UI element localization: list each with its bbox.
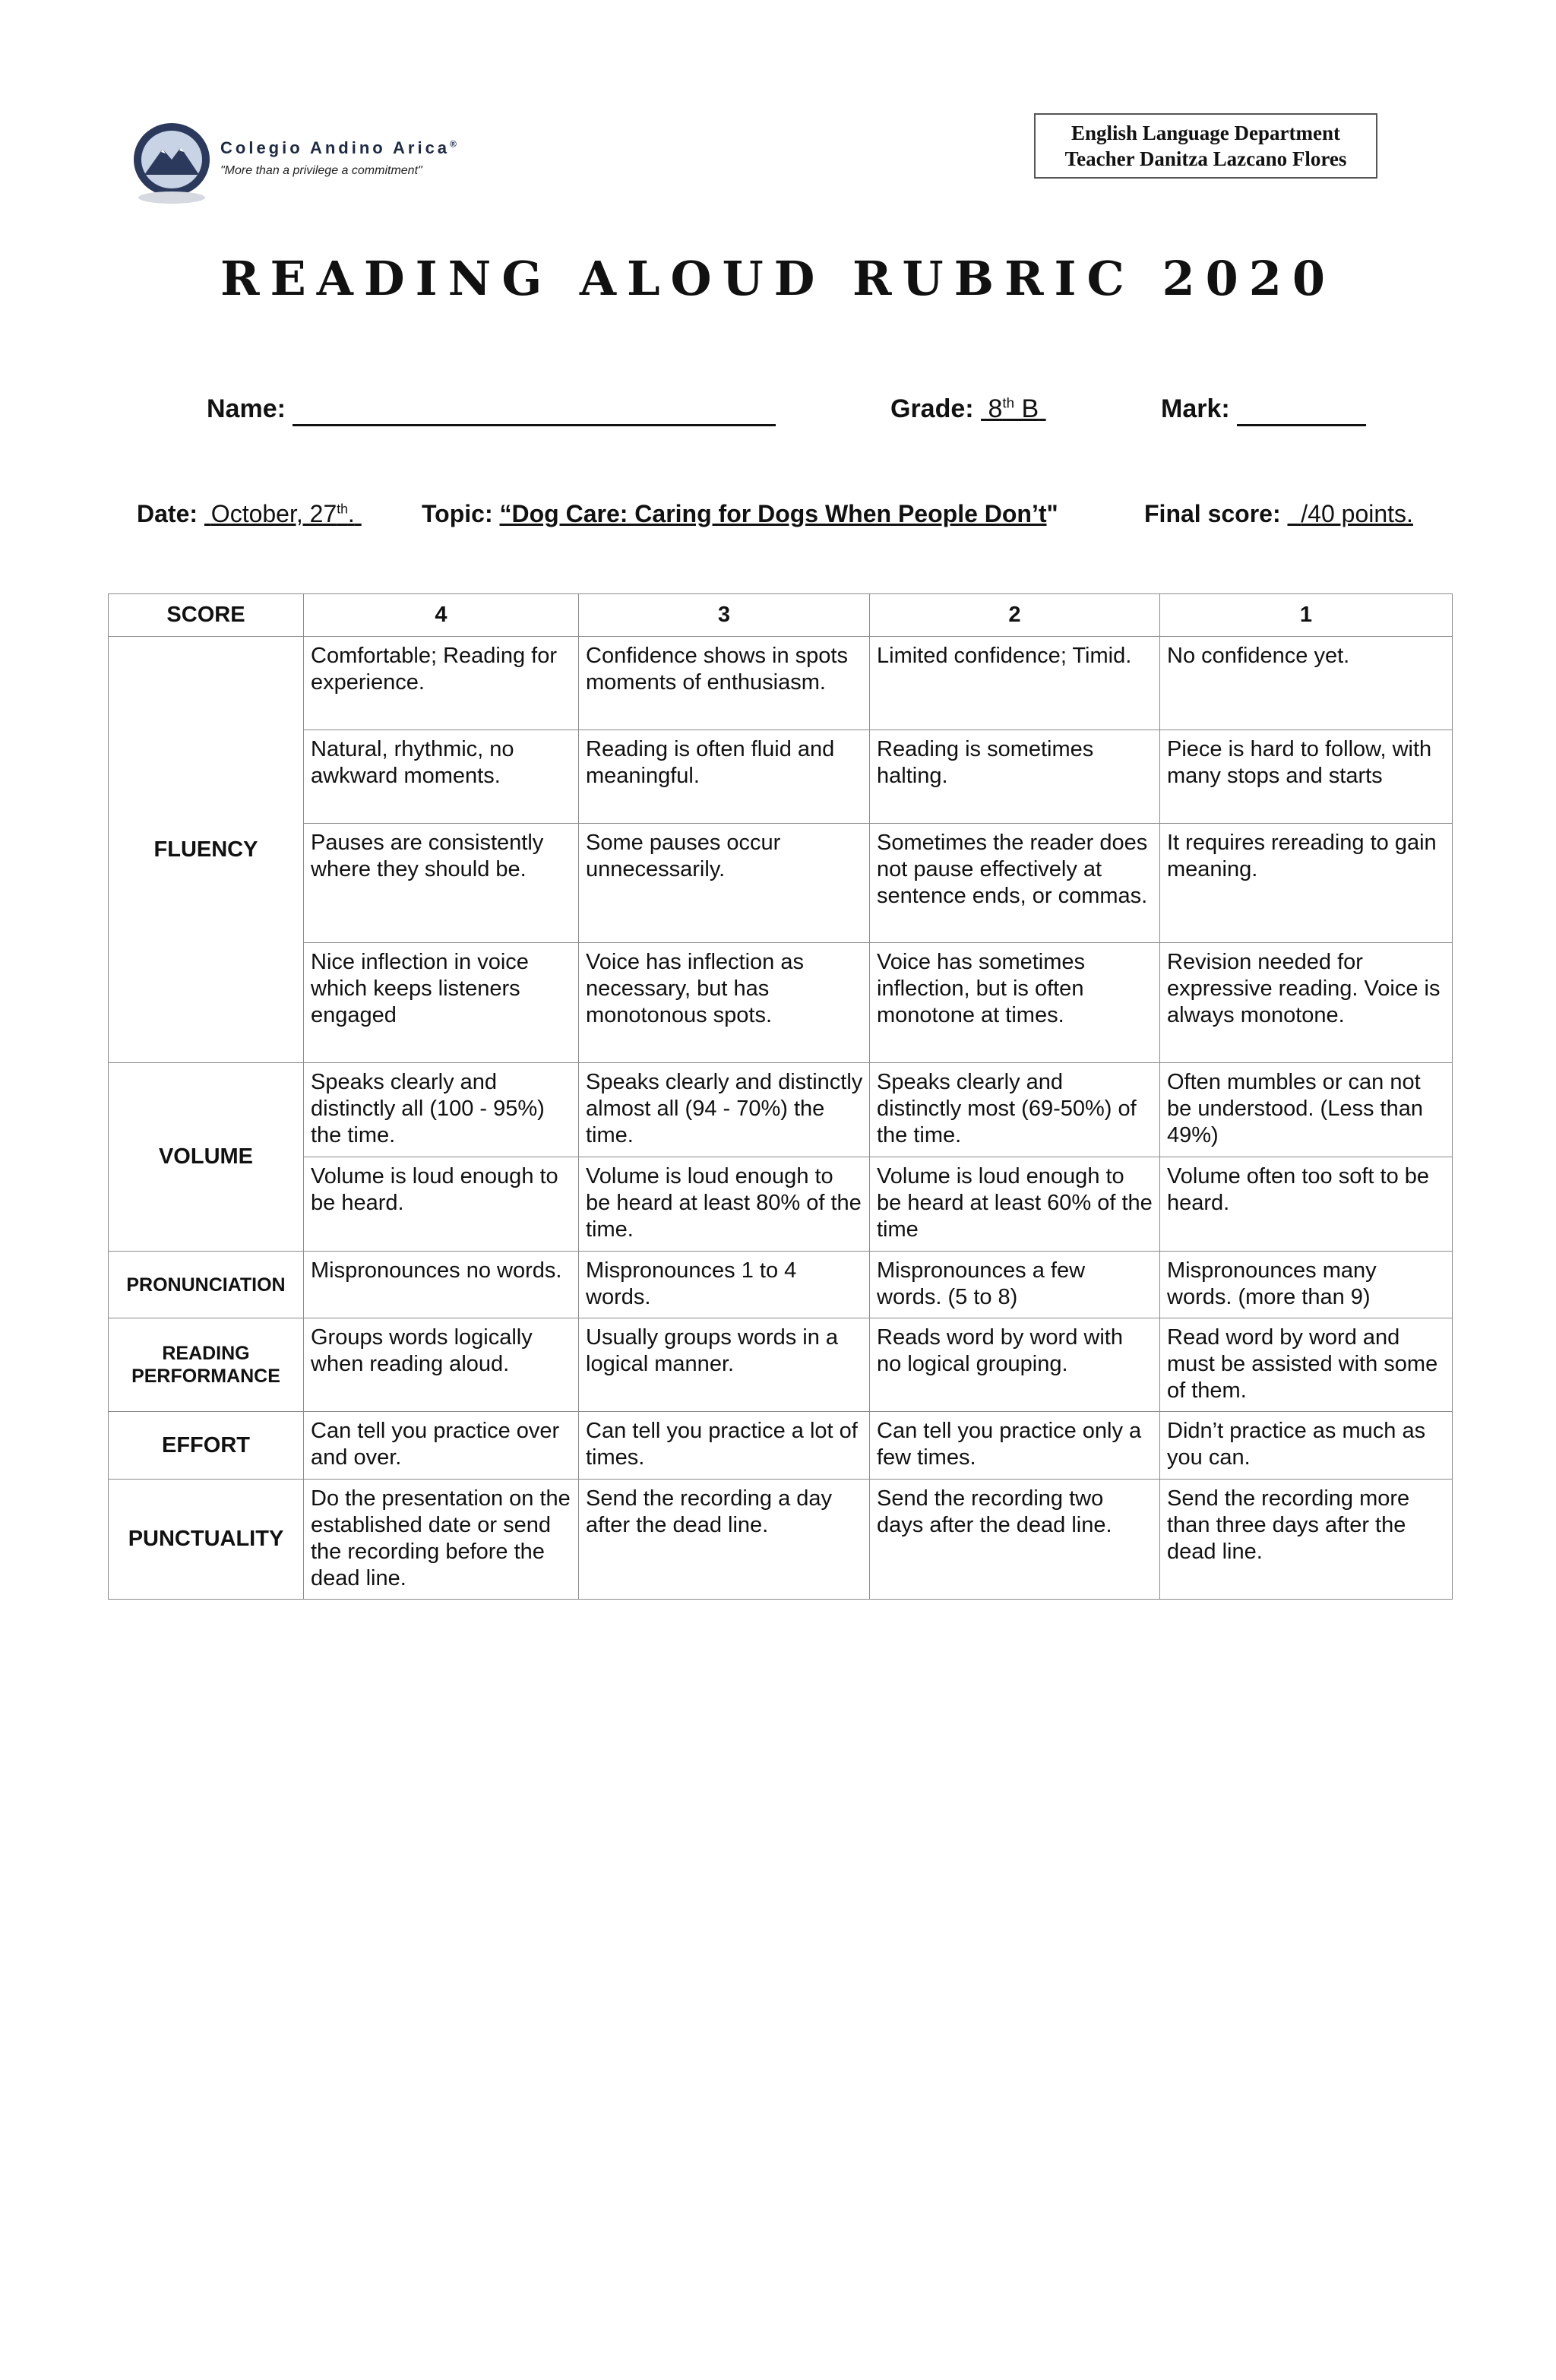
table-cell: Speaks clearly and distinctly all (100 - 95%) the time.	[304, 1063, 579, 1157]
header-2: 2	[870, 594, 1160, 637]
category-reading-performance: READING PERFORMANCE	[109, 1318, 304, 1412]
category-pronunciation: PRONUNCIATION	[109, 1252, 304, 1318]
table-cell: Can tell you practice a lot of times.	[579, 1412, 870, 1480]
table-cell: Volume often too soft to be heard.	[1160, 1157, 1453, 1252]
table-cell: Reading is often fluid and meaningful.	[579, 730, 870, 824]
category-effort: EFFORT	[109, 1412, 304, 1480]
department-box	[1034, 113, 1377, 179]
rubric-table	[108, 593, 1453, 1600]
table-row	[109, 637, 1453, 730]
school-name: Colegio Andino Arica®	[220, 138, 460, 157]
table-cell: Volume is loud enough to be heard.	[304, 1157, 579, 1252]
table-cell: Piece is hard to follow, with many stops and starts	[1160, 730, 1453, 824]
table-cell: Pauses are consistently where they should be.	[304, 824, 579, 943]
table-row	[109, 824, 1453, 943]
category-punctuality: PUNCTUALITY	[109, 1480, 304, 1600]
table-cell: It requires rereading to gain meaning.	[1160, 824, 1453, 943]
table-cell: No confidence yet.	[1160, 637, 1453, 730]
grade-value: 8th B	[988, 394, 1039, 423]
table-cell: Confidence shows in spots moments of enthusiasm.	[579, 637, 870, 730]
table-cell: Natural, rhythmic, no awkward moments.	[304, 730, 579, 824]
table-cell: Read word by word and must be assisted with some of them.	[1160, 1318, 1453, 1412]
category-fluency: FLUENCY	[109, 637, 304, 1063]
header-score: SCORE	[109, 594, 304, 637]
table-row	[109, 1063, 1453, 1157]
table-cell: Mispronounces 1 to 4 words.	[579, 1252, 870, 1318]
table-cell: Often mumbles or can not be understood. (Less than 49%)	[1160, 1063, 1453, 1157]
table-cell: Do the presentation on the established date or send the recording before the dead line.	[304, 1480, 579, 1600]
header-1: 1	[1160, 594, 1453, 637]
table-cell: Speaks clearly and distinctly almost all (94 - 70%) the time.	[579, 1063, 870, 1157]
table-header-row	[109, 594, 1453, 637]
table-cell: Reads word by word with no logical grouping.	[870, 1318, 1160, 1412]
table-cell: Voice has sometimes inflection, but is often monotone at times.	[870, 943, 1160, 1063]
topic-field: Topic: “Dog Care: Caring for Dogs When People Don’t"	[422, 500, 1058, 527]
category-volume: VOLUME	[109, 1063, 304, 1252]
school-motto: "More than a privilege a commitment"	[220, 164, 422, 177]
topic-close-quote: "	[1046, 500, 1058, 527]
date-value: October, 27th.	[210, 500, 355, 527]
table-cell: Groups words logically when reading aloud.	[304, 1318, 579, 1412]
table-row	[109, 943, 1453, 1063]
topic-value: “Dog Care: Caring for Dogs When People Don’t	[499, 500, 1047, 527]
table-cell: Mispronounces no words.	[304, 1252, 579, 1318]
table-row	[109, 1252, 1453, 1318]
teacher-name: Teacher Danitza Lazcano Flores	[1064, 147, 1347, 170]
grade-field: Grade: 8th B	[890, 394, 1046, 424]
table-cell: Send the recording more than three days after the dead line.	[1160, 1480, 1453, 1600]
table-cell: Revision needed for expressive reading. Voice is always monotone.	[1160, 943, 1453, 1063]
table-row	[109, 1480, 1453, 1600]
table-cell: Volume is loud enough to be heard at least 60% of the time	[870, 1157, 1160, 1252]
department-name: English Language Department	[1071, 122, 1341, 144]
table-cell: Mispronounces a few words. (5 to 8)	[870, 1252, 1160, 1318]
header-4: 4	[304, 594, 579, 637]
final-score-field: Final score: /40 points.	[1144, 500, 1413, 527]
table-cell: Can tell you practice over and over.	[304, 1412, 579, 1480]
name-blank	[293, 394, 776, 426]
table-cell: Comfortable; Reading for experience.	[304, 637, 579, 730]
page-title: READING ALOUD RUBRIC 2020	[220, 251, 1336, 306]
final-score-value: /40 points.	[1301, 500, 1413, 527]
table-cell: Nice inflection in voice which keeps listeners engaged	[304, 943, 579, 1063]
table-cell: Speaks clearly and distinctly most (69-50%) of the time.	[870, 1063, 1160, 1157]
table-row	[109, 1157, 1453, 1252]
table-cell: Usually groups words in a logical manner.	[579, 1318, 870, 1412]
table-cell: Send the recording two days after the dead line.	[870, 1480, 1160, 1600]
school-emblem-icon	[131, 122, 213, 207]
mark-blank	[1237, 394, 1366, 426]
table-cell: Some pauses occur unnecessarily.	[579, 824, 870, 943]
school-logo	[131, 122, 526, 213]
table-cell: Voice has inflection as necessary, but has monotonous spots.	[579, 943, 870, 1063]
mark-field: Mark:	[1161, 394, 1366, 426]
table-cell: Reading is sometimes halting.	[870, 730, 1160, 824]
table-cell: Sometimes the reader does not pause effectively at sentence ends, or commas.	[870, 824, 1160, 943]
table-cell: Limited confidence; Timid.	[870, 637, 1160, 730]
table-cell: Volume is loud enough to be heard at least 80% of the time.	[579, 1157, 870, 1252]
table-row	[109, 1318, 1453, 1412]
table-cell: Send the recording a day after the dead line.	[579, 1480, 870, 1600]
date-field: Date: October, 27th.	[137, 500, 362, 528]
header-3: 3	[579, 594, 870, 637]
table-row	[109, 1412, 1453, 1480]
table-cell: Can tell you practice only a few times.	[870, 1412, 1160, 1480]
table-row	[109, 730, 1453, 824]
table-cell: Didn’t practice as much as you can.	[1160, 1412, 1453, 1480]
name-field: Name:	[207, 394, 776, 426]
table-cell: Mispronounces many words. (more than 9)	[1160, 1252, 1453, 1318]
